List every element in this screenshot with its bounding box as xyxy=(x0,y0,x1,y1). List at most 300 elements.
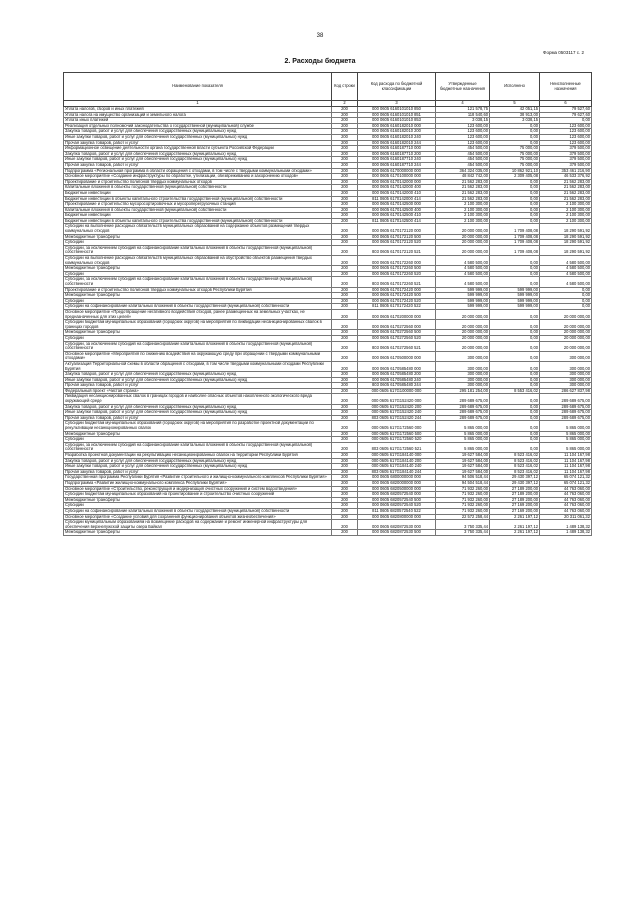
row-unexecuted: 300 000,00 xyxy=(540,372,592,378)
table-row xyxy=(64,224,592,234)
row-line-code: 200 xyxy=(332,458,358,464)
row-name: Иные закупки товаров, работ и услуг для обеспечения государственных (муниципальных) нужд xyxy=(64,134,332,140)
row-line-code: 200 xyxy=(332,107,358,113)
row-classification-code: 000 0605 6820572540 000 xyxy=(358,492,436,498)
row-classification-code: 000 0605 6820872530 000 xyxy=(358,520,436,530)
row-executed: 0,00 xyxy=(490,335,540,341)
row-name: Государственная программа Республики Бурятия «Развитие строительного и жилищно-коммунального комплексов Республики Бурятия» xyxy=(64,475,332,481)
row-unexecuted: 1 489 138,32 xyxy=(540,520,592,530)
row-name: Межбюджетные трансферты xyxy=(64,293,332,299)
row-classification-code: 000 0605 6170585480 240 xyxy=(358,377,436,383)
table-header-row xyxy=(64,73,592,101)
row-line-code: 200 xyxy=(332,174,358,180)
row-name: Субсидии xyxy=(64,298,332,304)
row-approved: 4 580 500,00 xyxy=(436,271,490,277)
row-line-code: 200 xyxy=(332,123,358,129)
row-classification-code: 000 0605 6170172120 520 xyxy=(358,240,436,246)
column-number: 6 xyxy=(540,101,592,107)
row-line-code: 200 xyxy=(332,377,358,383)
row-approved: 123 600,00 xyxy=(436,129,490,135)
row-name: Межбюджетные трансферты xyxy=(64,330,332,336)
row-approved: 4 580 500,00 xyxy=(436,277,490,287)
row-name: Иные закупки товаров, работ и услуг для обеспечения государственных (муниципальных) нужд xyxy=(64,377,332,383)
header-name: Наименование показателя xyxy=(64,73,332,101)
row-line-code: 200 xyxy=(332,480,358,486)
row-approved: 19 627 584,00 xyxy=(436,458,490,464)
row-unexecuted: 2 100 300,00 xyxy=(540,202,592,208)
row-classification-code: 000 0605 617G152420 000 xyxy=(358,394,436,404)
row-unexecuted: 18 290 591,92 xyxy=(540,240,592,246)
row-unexecuted: 289 689 675,00 xyxy=(540,394,592,404)
row-name: Субсидии xyxy=(64,335,332,341)
row-classification-code: 000 0605 6160187710 240 xyxy=(358,157,436,163)
row-classification-code: 000 0605 6160187710 000 xyxy=(358,146,436,152)
row-unexecuted: 0,00 xyxy=(540,293,592,299)
row-classification-code: 000 0605 6170172420 000 xyxy=(358,287,436,293)
row-unexecuted: 11 104 167,98 xyxy=(540,464,592,470)
row-unexecuted: 4 580 500,00 xyxy=(540,266,592,272)
table-row xyxy=(64,277,592,287)
row-executed: 0,00 xyxy=(490,196,540,202)
row-unexecuted: 289 689 675,00 xyxy=(540,415,592,421)
row-approved: 123 600,00 xyxy=(436,140,490,146)
row-classification-code: 000 0605 6160182010 240 xyxy=(358,134,436,140)
row-name: Субсидии на софинансирование капитальных вложений в объекты государственной (муниципальной) собственности xyxy=(64,508,332,514)
row-line-code: 200 xyxy=(332,202,358,208)
row-approved: 300 000,00 xyxy=(436,372,490,378)
row-approved: 71 932 260,00 xyxy=(436,503,490,509)
row-name: Прочая закупка товаров, работ и услуг xyxy=(64,415,332,421)
row-approved: 20 000 000,00 xyxy=(436,309,490,319)
row-name: Межбюджетные трансферты xyxy=(64,234,332,240)
row-approved: 20 000 000,00 xyxy=(436,341,490,351)
row-classification-code: 000 0605 617G184140 240 xyxy=(358,464,436,470)
row-classification-code: 000 0605 6820500000 000 xyxy=(358,486,436,492)
row-executed: 0,00 xyxy=(490,277,540,287)
row-name: Межбюджетные трансферты xyxy=(64,497,332,503)
row-classification-code: 000 0605 6170142500 400 xyxy=(358,207,436,213)
row-classification-code: 000 0605 6160101010 850 xyxy=(358,107,436,113)
row-name: Основное мероприятие «Предотвращение негативного воздействия отходов, ранее размещенных на земельных участках, не предназначенных для этих целей» xyxy=(64,309,332,319)
row-name: Субсидии xyxy=(64,503,332,509)
row-line-code: 200 xyxy=(332,394,358,404)
row-line-code: 200 xyxy=(332,207,358,213)
row-approved: 19 627 584,00 xyxy=(436,464,490,470)
row-classification-code: 000 0605 617G172560 520 xyxy=(358,437,436,443)
row-name: Капитальные вложения в объекты государственной (муниципальной) собственности xyxy=(64,207,332,213)
table-row xyxy=(64,320,592,330)
row-executed: 1 709 408,08 xyxy=(490,234,540,240)
row-line-code: 200 xyxy=(332,277,358,287)
row-name: Капитальные вложения в объекты государственной (муниципальной) собственности xyxy=(64,185,332,191)
row-approved: 5 865 000,00 xyxy=(436,431,490,437)
row-classification-code: 000 0605 6170142000 400 xyxy=(358,185,436,191)
row-line-code: 200 xyxy=(332,266,358,272)
row-line-code: 200 xyxy=(332,437,358,443)
row-executed: 29 430 397,12 xyxy=(490,480,540,486)
row-line-code: 200 xyxy=(332,134,358,140)
row-approved: 599 999,00 xyxy=(436,304,490,310)
row-line-code: 200 xyxy=(332,185,358,191)
row-line-code: 200 xyxy=(332,514,358,520)
row-name: Закупка товаров, работ и услуг для обеспечения государственных (муниципальных) нужд xyxy=(64,458,332,464)
row-classification-code: 000 0605 6170172420 520 xyxy=(358,298,436,304)
row-approved: 2 100 300,00 xyxy=(436,202,490,208)
row-unexecuted: 1 489 138,32 xyxy=(540,530,592,536)
row-executed: 0,00 xyxy=(490,372,540,378)
row-name: Иные закупки товаров, работ и услуг для обеспечения государственных (муниципальных) нужд xyxy=(64,157,332,163)
row-name: Закупка товаров, работ и услуг для обеспечения государственных (муниципальных) нужд xyxy=(64,372,332,378)
row-classification-code: 000 0605 617G184140 000 xyxy=(358,453,436,459)
row-unexecuted: 20 000 000,00 xyxy=(540,330,592,336)
row-line-code: 200 xyxy=(332,162,358,168)
row-classification-code: 000 0605 6160182010 200 xyxy=(358,129,436,135)
row-executed: 27 169 200,00 xyxy=(490,508,540,514)
row-executed: 0,00 xyxy=(490,185,540,191)
row-line-code: 200 xyxy=(332,240,358,246)
row-executed: 0,00 xyxy=(490,207,540,213)
row-classification-code: 000 0605 6800000000 000 xyxy=(358,475,436,481)
row-line-code: 200 xyxy=(332,151,358,157)
header-line-code: Код строки xyxy=(332,73,358,101)
row-unexecuted: 21 562 283,00 xyxy=(540,185,592,191)
row-unexecuted: 44 763 060,00 xyxy=(540,486,592,492)
row-name: Прочая закупка товаров, работ и услуг xyxy=(64,469,332,475)
row-executed: 0,00 xyxy=(490,140,540,146)
row-classification-code: 000 0605 617G152420 240 xyxy=(358,410,436,416)
row-approved: 19 627 584,00 xyxy=(436,469,490,475)
row-name: Межбюджетные трансферты xyxy=(64,266,332,272)
row-executed: 0,00 xyxy=(490,341,540,351)
row-name: Субсидии бюджетам муниципальных образований (городских округов) на мероприятия по ликвидации несанкционированных свалок в границах городов xyxy=(64,320,332,330)
row-name: Реализация отдельных полномочий законодательства о государственной (муниципальной) службе xyxy=(64,123,332,129)
row-approved: 289 689 675,00 xyxy=(436,394,490,404)
row-executed: 2 261 197,12 xyxy=(490,514,540,520)
row-executed: 599 999,00 xyxy=(490,293,540,299)
row-approved: 21 562 283,00 xyxy=(436,190,490,196)
row-name: Бюджетные инвестиции xyxy=(64,213,332,219)
row-classification-code: 000 0605 6170142000 000 xyxy=(358,179,436,185)
row-name: Субсидии на выполнение расходных обязательств муниципальных образований на обустройство объектов размещения твердых коммунальных отходов xyxy=(64,256,332,266)
row-unexecuted: 2 100 300,00 xyxy=(540,207,592,213)
row-approved: 71 932 260,00 xyxy=(436,486,490,492)
row-executed: 0,00 xyxy=(490,437,540,443)
row-classification-code: 811 0605 6170142000 414 xyxy=(358,196,436,202)
row-approved: 71 932 260,00 xyxy=(436,497,490,503)
row-classification-code: 000 0605 6160187710 244 xyxy=(358,162,436,168)
column-number: 1 xyxy=(64,101,332,107)
row-line-code: 200 xyxy=(332,372,358,378)
row-executed: 0,00 xyxy=(490,218,540,224)
row-unexecuted: 21 562 283,00 xyxy=(540,196,592,202)
row-unexecuted: 65 074 121,32 xyxy=(540,475,592,481)
row-name: Информационное освещение деятельности органа государственной власти субъекта Российской Федерации xyxy=(64,146,332,152)
row-name: Иные закупки товаров, работ и услуг для обеспечения государственных (муниципальных) нужд xyxy=(64,464,332,470)
row-executed: 75 000,00 xyxy=(490,151,540,157)
row-classification-code: 000 0605 6170172260 520 xyxy=(358,271,436,277)
row-approved: 599 999,00 xyxy=(436,293,490,299)
row-approved: 20 000 000,00 xyxy=(436,330,490,336)
row-classification-code: 000 0605 6170100000 000 xyxy=(358,174,436,180)
row-executed: 27 189 200,00 xyxy=(490,492,540,498)
row-approved: 300 000,00 xyxy=(436,377,490,383)
row-classification-code: 000 0605 617G172560 000 xyxy=(358,421,436,431)
row-approved: 71 932 260,00 xyxy=(436,508,490,514)
row-name: Подпрограмма «Развитие жилищно-коммунального комплекса Республики Бурятия» xyxy=(64,480,332,486)
row-executed: 8 553 416,02 xyxy=(490,388,540,394)
row-classification-code: 000 0605 617G152420 200 xyxy=(358,404,436,410)
row-classification-code: 000 0605 6170142000 410 xyxy=(358,190,436,196)
row-executed: 1 709 408,08 xyxy=(490,224,540,234)
row-name: Уплата налога на имущество организаций и земельного налога xyxy=(64,112,332,118)
row-classification-code: 803 0605 6170272560 521 xyxy=(358,341,436,351)
row-executed: 0,00 xyxy=(490,421,540,431)
row-unexecuted: 4 580 500,00 xyxy=(540,277,592,287)
row-executed: 0,00 xyxy=(490,202,540,208)
row-name: Прочая закупка товаров, работ и услуг xyxy=(64,162,332,168)
row-unexecuted: 5 865 000,00 xyxy=(540,431,592,437)
row-name: Уплата иных платежей xyxy=(64,118,332,124)
row-unexecuted: 79 627,60 xyxy=(540,112,592,118)
row-unexecuted: 123 600,00 xyxy=(540,123,592,129)
row-classification-code: 000 0605 617G100000 000 xyxy=(358,388,436,394)
row-approved: 121 578,75 xyxy=(436,107,490,113)
row-line-code: 200 xyxy=(332,112,358,118)
row-executed: 10 862 921,10 xyxy=(490,168,540,174)
row-name: Ликвидация несанкционированных свалок в границах городов и наиболее опасных объектов накопленного экологического вреда окружающей среде xyxy=(64,394,332,404)
row-approved: 3 038,15 xyxy=(436,118,490,124)
row-classification-code: 000 0605 6170000000 000 xyxy=(358,168,436,174)
row-name: Субсидии бюджетам муниципальных образований на проектирование и строительство очистных сооружений xyxy=(64,492,332,498)
row-approved: 5 865 000,00 xyxy=(436,442,490,452)
row-executed: 2 309 405,08 xyxy=(490,174,540,180)
row-approved: 5 865 000,00 xyxy=(436,421,490,431)
row-executed: 1 709 408,08 xyxy=(490,240,540,246)
row-name: Бюджетные инвестиции в объекты капитального строительства государственной (муниципальной) собственности xyxy=(64,218,332,224)
row-line-code: 200 xyxy=(332,293,358,299)
row-executed: 0,00 xyxy=(490,404,540,410)
row-classification-code: 000 0605 6170172120 500 xyxy=(358,234,436,240)
row-name: Основное мероприятие «Строительство, реконструкция и модернизация очистных сооружений и систем водоотведения» xyxy=(64,486,332,492)
row-executed: 8 523 416,02 xyxy=(490,464,540,470)
page-number: 38 xyxy=(316,33,324,39)
table-row xyxy=(64,309,592,319)
row-executed: 75 000,00 xyxy=(490,162,540,168)
row-line-code: 200 xyxy=(332,196,358,202)
row-approved: 295 181 254,00 xyxy=(436,388,490,394)
row-executed: 0,00 xyxy=(490,377,540,383)
row-approved: 20 000 000,00 xyxy=(436,224,490,234)
row-line-code: 200 xyxy=(332,118,358,124)
row-unexecuted: 2 100 300,00 xyxy=(540,218,592,224)
row-line-code: 200 xyxy=(332,320,358,330)
row-line-code: 200 xyxy=(332,218,358,224)
row-line-code: 200 xyxy=(332,421,358,431)
row-classification-code: 000 0605 6170272560 520 xyxy=(358,335,436,341)
row-name: Бюджетные инвестиции в объекты капитального строительства государственной (муниципальной) собственности xyxy=(64,196,332,202)
row-executed: 0,00 xyxy=(490,271,540,277)
table-row xyxy=(64,394,592,404)
row-classification-code: 811 0605 6820572540 522 xyxy=(358,508,436,514)
row-unexecuted: 0,00 xyxy=(540,304,592,310)
row-approved: 20 000 000,00 xyxy=(436,240,490,246)
row-executed: 0,00 xyxy=(490,431,540,437)
row-executed: 0,00 xyxy=(490,410,540,416)
row-line-code: 200 xyxy=(332,309,358,319)
row-executed: 0,00 xyxy=(490,361,540,371)
row-line-code: 200 xyxy=(332,341,358,351)
row-executed: 27 189 200,00 xyxy=(490,486,540,492)
row-unexecuted: 0,00 xyxy=(540,287,592,293)
row-executed: 42 051,15 xyxy=(490,107,540,113)
row-unexecuted: 379 500,00 xyxy=(540,151,592,157)
row-executed: 0,00 xyxy=(490,190,540,196)
row-approved: 2 100 300,00 xyxy=(436,218,490,224)
row-approved: 20 000 000,00 xyxy=(436,335,490,341)
row-line-code: 200 xyxy=(332,361,358,371)
row-line-code: 200 xyxy=(332,388,358,394)
row-name: Субсидии на выполнение расходных обязательств муниципальных образований на содержание объектов размещения твердых коммунальных отходов xyxy=(64,224,332,234)
row-unexecuted: 123 600,00 xyxy=(540,134,592,140)
row-name: Прочая закупка товаров, работ и услуг xyxy=(64,140,332,146)
row-unexecuted: 379 500,00 xyxy=(540,146,592,152)
row-line-code: 200 xyxy=(332,410,358,416)
row-executed: 599 999,00 xyxy=(490,298,540,304)
table-row xyxy=(64,421,592,431)
row-approved: 123 600,00 xyxy=(436,134,490,140)
row-executed: 0,00 xyxy=(490,266,540,272)
row-executed: 0,00 xyxy=(490,309,540,319)
row-unexecuted: 44 763 060,00 xyxy=(540,503,592,509)
row-name: Субсидии, за исключением субсидий на софинансирование капитальных вложений в объекты государственной (муниципальной) собственности xyxy=(64,442,332,452)
section-title: 2. Расходы бюджета xyxy=(284,58,356,65)
row-unexecuted: 21 562 283,00 xyxy=(540,179,592,185)
row-approved: 22 572 258,44 xyxy=(436,514,490,520)
row-name: Основное мероприятие «Создание условий для сохранения функционирования объектов жизнеобеспечения» xyxy=(64,514,332,520)
row-name: Уплата налогов, сборов и иных платежей xyxy=(64,107,332,113)
row-line-code: 200 xyxy=(332,508,358,514)
row-line-code: 200 xyxy=(332,497,358,503)
row-name: Межбюджетные трансферты xyxy=(64,530,332,536)
row-name: Субсидии муниципальным образованиям на возмещение расходов на содержание и ремонт инженерной инфраструктуры для обеспечения верхнелужской защиты озера Байкал xyxy=(64,520,332,530)
row-classification-code: 000 0605 6160182010 244 xyxy=(358,140,436,146)
row-unexecuted: 21 562 283,00 xyxy=(540,190,592,196)
table-row xyxy=(64,256,592,266)
row-line-code: 200 xyxy=(332,335,358,341)
row-line-code: 200 xyxy=(332,256,358,266)
row-line-code: 200 xyxy=(332,146,358,152)
form-reference: Форма 0503117 с. 2 xyxy=(543,50,584,55)
row-executed: 27 169 200,00 xyxy=(490,503,540,509)
table-row xyxy=(64,530,592,536)
row-unexecuted: 11 104 167,98 xyxy=(540,453,592,459)
row-classification-code: 000 0605 617G172560 500 xyxy=(358,431,436,437)
row-executed: 599 999,00 xyxy=(490,304,540,310)
row-unexecuted: 353 461 216,90 xyxy=(540,168,592,174)
row-classification-code: 000 0605 6820872530 500 xyxy=(358,530,436,536)
header-unexecuted: Неисполненные назначения xyxy=(540,73,592,101)
row-executed: 0,00 xyxy=(490,394,540,404)
row-name: Субсидии, за исключением субсидий на софинансирование капитальных вложений в объекты государственной (муниципальной) собственности xyxy=(64,341,332,351)
row-classification-code: 000 0605 6170142500 000 xyxy=(358,202,436,208)
row-executed: 75 000,00 xyxy=(490,157,540,163)
row-line-code: 200 xyxy=(332,234,358,240)
row-classification-code: 811 0605 6170172420 522 xyxy=(358,304,436,310)
expenses-table xyxy=(63,72,592,536)
row-line-code: 200 xyxy=(332,157,358,163)
row-executed: 2 261 197,12 xyxy=(490,530,540,536)
row-approved: 19 627 584,00 xyxy=(436,453,490,459)
row-line-code: 200 xyxy=(332,271,358,277)
row-unexecuted: 5 865 000,00 xyxy=(540,442,592,452)
row-line-code: 200 xyxy=(332,431,358,437)
row-classification-code: 000 0605 6820800000 000 xyxy=(358,514,436,520)
row-unexecuted: 20 000 000,00 xyxy=(540,335,592,341)
row-executed: 0,00 xyxy=(490,129,540,135)
row-classification-code: 803 0605 6170172120 521 xyxy=(358,245,436,255)
row-executed: 8 523 416,02 xyxy=(490,458,540,464)
row-executed: 0,00 xyxy=(490,415,540,421)
row-line-code: 200 xyxy=(332,168,358,174)
row-approved: 454 500,00 xyxy=(436,162,490,168)
row-approved: 94 504 518,44 xyxy=(436,480,490,486)
row-line-code: 200 xyxy=(332,351,358,361)
row-unexecuted: 300 000,00 xyxy=(540,361,592,371)
row-name: Межбюджетные трансферты xyxy=(64,431,332,437)
row-classification-code: 000 0605 6170585480 200 xyxy=(358,372,436,378)
row-executed: 0,00 xyxy=(490,123,540,129)
row-line-code: 200 xyxy=(332,129,358,135)
row-unexecuted: 20 000 000,00 xyxy=(540,320,592,330)
row-name: Подпрограмма «Региональная программа в области обращения с отходами, в том числе с твердыми коммунальными отходами» xyxy=(64,168,332,174)
row-line-code: 200 xyxy=(332,224,358,234)
row-name: Бюджетные инвестиции xyxy=(64,190,332,196)
table-row xyxy=(64,341,592,351)
row-name: Основное мероприятие «Создание инфраструктуры по обработке, утилизации, обезвреживанию и захоронению отходов» xyxy=(64,174,332,180)
row-executed: 0,00 xyxy=(490,179,540,185)
row-executed: 0,00 xyxy=(490,351,540,361)
row-approved: 20 000 000,00 xyxy=(436,320,490,330)
row-approved: 300 000,00 xyxy=(436,361,490,371)
row-approved: 5 865 000,00 xyxy=(436,437,490,443)
row-name: Актуализация Территориальной схемы в области обращения с отходами, в том числе твердыми коммунальными отходами Республики Бурятия xyxy=(64,361,332,371)
row-executed: 75 000,00 xyxy=(490,146,540,152)
row-classification-code: 000 0605 6170200000 000 xyxy=(358,309,436,319)
row-unexecuted: 286 627 837,98 xyxy=(540,388,592,394)
row-name: Субсидии xyxy=(64,271,332,277)
row-line-code: 200 xyxy=(332,453,358,459)
row-classification-code: 803 0605 617G172560 521 xyxy=(358,442,436,452)
row-approved: 2 100 300,00 xyxy=(436,213,490,219)
row-name: Разработка проектной документации на рекультивацию несанкционированных свалок на территории Республики Бурятия xyxy=(64,453,332,459)
row-name: Субсидии xyxy=(64,240,332,246)
row-unexecuted: 4 580 500,00 xyxy=(540,256,592,266)
row-approved: 123 600,00 xyxy=(436,123,490,129)
row-line-code: 200 xyxy=(332,492,358,498)
row-approved: 364 324 035,00 xyxy=(436,168,490,174)
row-classification-code: 000 0605 6160182010 000 xyxy=(358,123,436,129)
row-executed: 0,00 xyxy=(490,213,540,219)
row-approved: 289 689 675,00 xyxy=(436,410,490,416)
row-line-code: 200 xyxy=(332,520,358,530)
row-executed: 1 709 408,08 xyxy=(490,245,540,255)
row-executed: 8 523 416,02 xyxy=(490,469,540,475)
row-line-code: 200 xyxy=(332,415,358,421)
row-approved: 94 506 518,44 xyxy=(436,475,490,481)
row-approved: 48 842 742,00 xyxy=(436,174,490,180)
row-name: Субсидии xyxy=(64,437,332,443)
row-approved: 118 540,60 xyxy=(436,112,490,118)
